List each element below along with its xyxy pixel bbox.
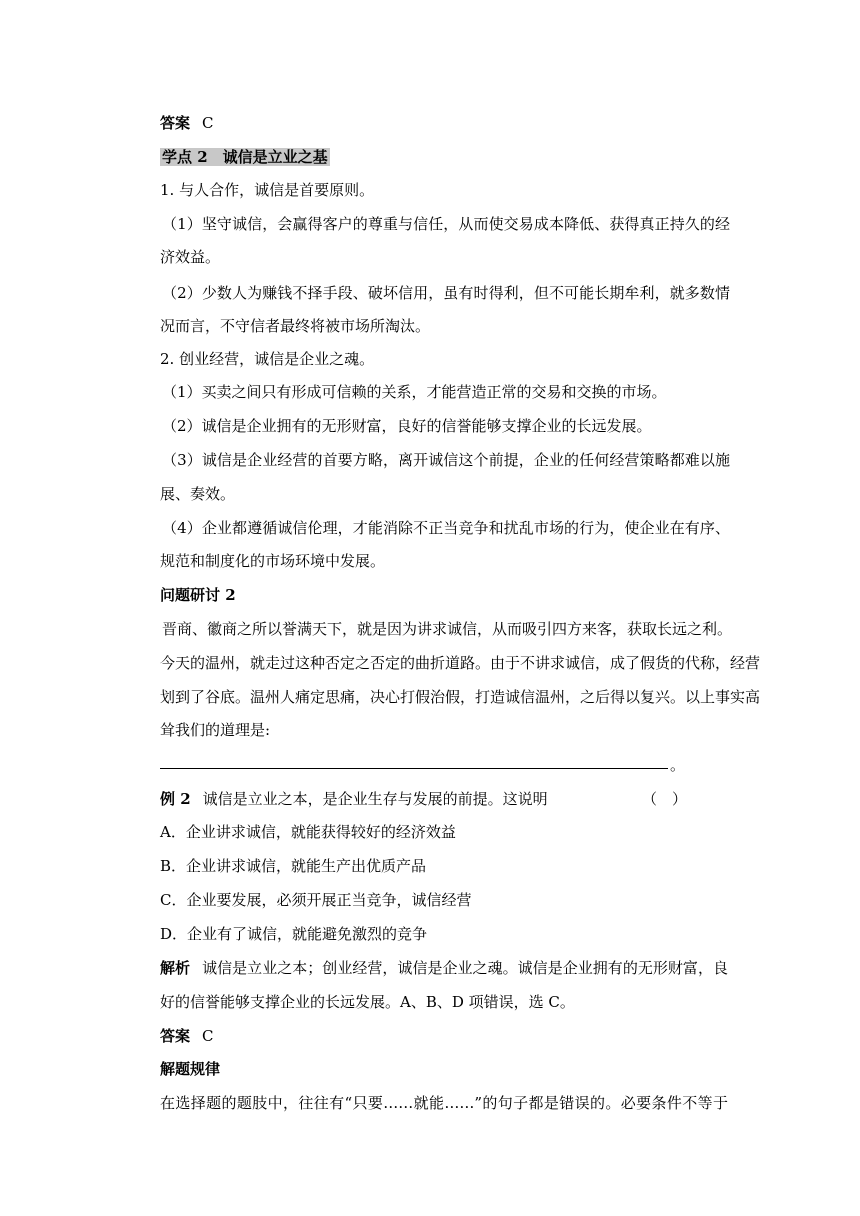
answer-label: 答案 xyxy=(160,114,191,132)
answer2-label: 答案 xyxy=(160,1027,191,1045)
rule-line-1: 在选择题的题肢中，往往有“只要……就能……”的句子都是错误的。必要条件不等于 xyxy=(160,1094,728,1112)
discussion-line-2: 今天的温州，就走过这种否定之否定的曲折道路。由于不讲求诚信，成了假货的代称，经营 xyxy=(160,654,761,672)
point2-item-4-line1: （4）企业都遵循诚信伦理，才能消除不正当竞争和扰乱市场的行为，使企业在有序、 xyxy=(162,519,730,537)
point2-item-1: （1）买卖之间只有形成可信赖的关系，才能营造正常的交易和交换的市场。 xyxy=(162,383,667,401)
point1-item-2-line1: （2）少数人为赚钱不择手段、破坏信用，虽有时得利，但不可能长期牟利，就多数情 xyxy=(162,284,730,302)
point1-item-2-line2: 况而言，不守信者最终将被市场所淘汰。 xyxy=(160,317,431,335)
answer-value: C xyxy=(202,114,214,132)
option-d: D．企业有了诚信，就能避免激烈的竞争 xyxy=(160,925,428,943)
example-label: 例 2 xyxy=(160,790,191,808)
section-title: 学点 2 诚信是立业之基 xyxy=(162,148,328,166)
point1-heading: 1. 与人合作，诚信是首要原则。 xyxy=(160,181,375,199)
discussion-line-3: 划到了谷底。温州人痛定思痛，决心打假治假，打造诚信温州，之后得以复兴。以上事实高 xyxy=(160,688,761,706)
point2-item-4-line2: 规范和制度化的市场环境中发展。 xyxy=(160,552,386,570)
answer-line xyxy=(160,113,214,133)
point2-heading: 2. 创业经营，诚信是企业之魂。 xyxy=(160,350,375,368)
analysis-label: 解析 xyxy=(160,959,191,977)
point1-item-1-line1: （1）坚守诚信，会赢得客户的尊重与信任，从而使交易成本降低、获得真正持久的经 xyxy=(162,215,730,233)
section-heading xyxy=(160,147,330,167)
option-c: C．企业要发展，必须开展正当竞争，诚信经营 xyxy=(160,891,472,909)
analysis-line-2: 好的信誉能够支撑企业的长远发展。A、B、D 项错误，选 C。 xyxy=(160,993,575,1011)
discussion-line-1: 晋商、徽商之所以誉满天下，就是因为讲求诚信，从而吸引四方来客，获取长远之利。 xyxy=(162,620,733,638)
option-b: B．企业讲求诚信，就能生产出优质产品 xyxy=(160,857,427,875)
option-a: A．企业讲求诚信，就能获得较好的经济效益 xyxy=(160,823,456,841)
example-question xyxy=(160,789,548,809)
discussion-title: 问题研讨 2 xyxy=(160,586,236,604)
discussion-line-4: 耸我们的道理是: xyxy=(160,721,271,739)
blank-period: 。 xyxy=(670,756,686,774)
rule-title: 解题规律 xyxy=(160,1060,221,1078)
answer-parentheses: （ ） xyxy=(642,790,688,808)
answer2-value: C xyxy=(202,1027,214,1045)
point1-item-1-line2: 济效益。 xyxy=(160,248,221,266)
example-question-text: 诚信是立业之本，是企业生存与发展的前提。这说明 xyxy=(202,790,548,808)
analysis-text-1: 诚信是立业之本；创业经营，诚信是企业之魂。诚信是企业拥有的无形财富，良 xyxy=(202,959,728,977)
analysis-line-1 xyxy=(160,958,728,978)
point2-item-3-line1: （3）诚信是企业经营的首要方略，离开诚信这个前提，企业的任何经营策略都难以施 xyxy=(162,451,730,469)
answer-blank-line xyxy=(160,768,668,769)
answer2-line xyxy=(160,1026,214,1046)
point2-item-2: （2）诚信是企业拥有的无形财富，良好的信誉能够支撑企业的长远发展。 xyxy=(162,417,652,435)
point2-item-3-line2: 展、奏效。 xyxy=(160,485,236,503)
